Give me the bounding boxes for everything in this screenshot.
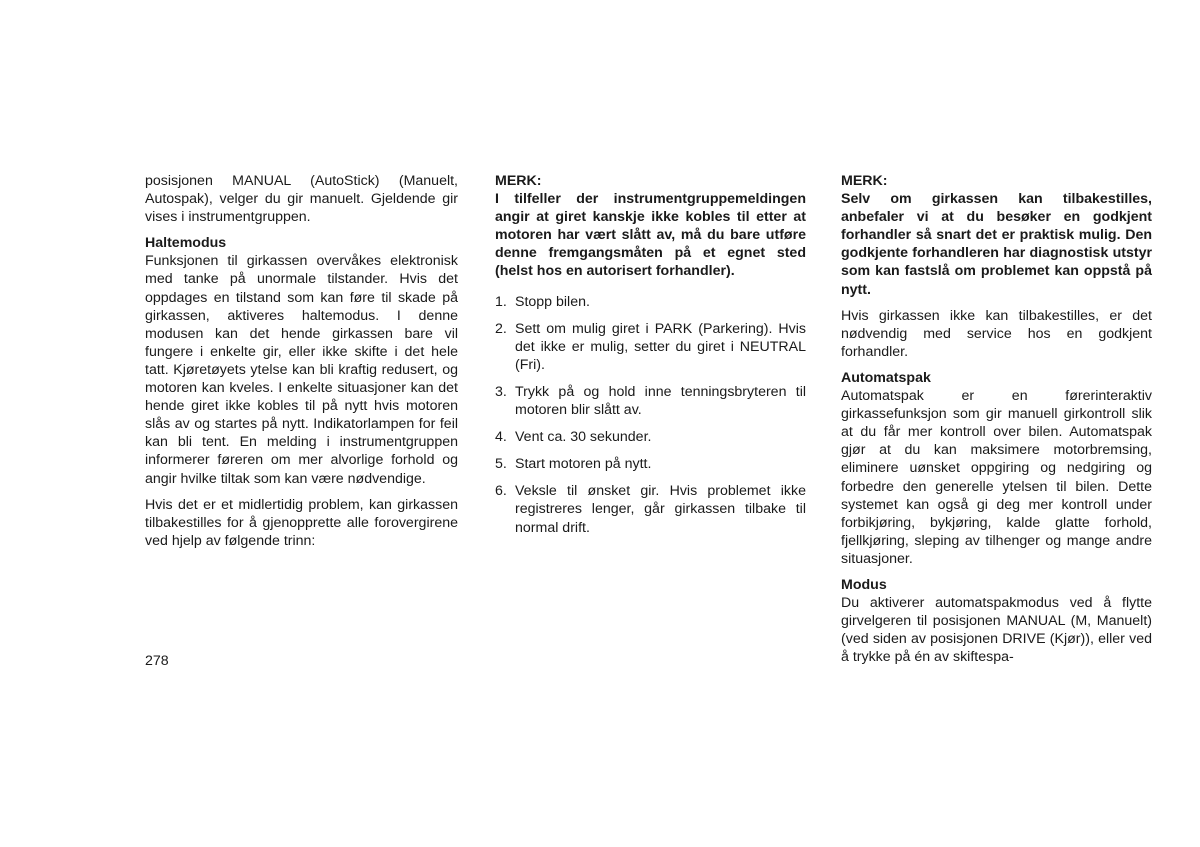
step-number: 4. bbox=[495, 429, 507, 446]
note-body: Selv om girkassen kan tilbakestilles, anbefaler vi at du besøker en godkjent forhandler så snart det er praktisk mulig. Den godkjente forhandleren har diagnostisk utstyr som kan fastslå om problemet kan oppstå på nytt. bbox=[841, 191, 1152, 298]
column-left bbox=[145, 172, 458, 550]
step-text: Trykk på og hold inne tenningsbryteren til motoren blir slått av. bbox=[515, 383, 806, 419]
step-number: 2. bbox=[495, 320, 507, 337]
column-middle bbox=[495, 172, 806, 537]
automatspak-paragraph: Automatspak er en førerinteraktiv girkassefunksjon som gir manuell girkontroll slik at du får mer kontroll over bilen. Automatspak gjør at du kan maksimere motorbremsing, eliminere uønsket oppgiring og nedgiring og forbedre den generelle ytelsen til bilen. Dette systemet kan også gi deg mer kontroll under forbikjøring, bykjøring, kalde glatte forhold, fjellkjøring, sleping av tilhenger og mange andre situasjoner. bbox=[841, 388, 1152, 567]
reset-steps-list bbox=[495, 293, 806, 537]
note-label: MERK: bbox=[841, 173, 888, 189]
automatspak-heading: Automatspak bbox=[841, 369, 931, 386]
list-item bbox=[495, 428, 806, 446]
step-text: Start motoren på nytt. bbox=[515, 456, 652, 473]
intro-paragraph: posisjonen MANUAL (AutoStick) (Manuelt, Autospak), velger du gir manuelt. Gjeldende gir vises i instrumentgruppen. bbox=[145, 173, 458, 226]
step-number: 5. bbox=[495, 456, 507, 473]
step-text: Sett om mulig giret i PARK (Parkering). Hvis det ikke er mulig, setter du giret i NEUTRAL (Fri). bbox=[515, 320, 806, 373]
step-text: Stopp bilen. bbox=[515, 293, 590, 310]
page-number: 278 bbox=[145, 653, 169, 669]
service-paragraph: Hvis girkassen ikke kan tilbakestilles, er det nødvendig med service hos en godkjent forhandler. bbox=[841, 307, 1152, 360]
note-body: I tilfeller der instrumentgruppemeldingen angir at giret kanskje ikke kobles til etter at motoren har vært slått av, må du bare utføre denne fremgangsmåten på et egnet sted (helst hos en autorisert forhandler). bbox=[495, 191, 806, 280]
column-right bbox=[841, 172, 1152, 666]
reset-intro-paragraph: Hvis det er et midlertidig problem, kan girkassen tilbakestilles for å gjenopprette alle forovergirene ved hjelp av følgende trinn: bbox=[145, 496, 458, 549]
step-text: Veksle til ønsket gir. Hvis problemet ikke registreres lenger, går girkassen tilbake til normal drift. bbox=[515, 483, 806, 536]
list-item bbox=[495, 455, 806, 473]
step-number: 6. bbox=[495, 483, 507, 500]
haltemodus-paragraph: Funksjonen til girkassen overvåkes elektronisk med tanke på unormale tilstander. Hvis det oppdages en tilstand som kan føre til skade på girkassen, aktiveres haltemodus. I denne modusen kan det hende girkassen bare vil fungere i enkelte gir, eller ikke skifte i det hele tatt. Kjøretøyets ytelse kan bli kraftig redusert, og motoren kan kveles. I enkelte situasjoner kan det hende giret ikke kobles til på nytt hvis motoren slås av og startes på nytt. Indikatorlampen for feil kan bli tent. En melding i instrumentgruppen informerer føreren om mer alvorlige forhold og angir hvilke tiltak som kan være nødvendige. bbox=[145, 253, 458, 487]
haltemodus-heading: Haltemodus bbox=[145, 235, 227, 252]
list-item bbox=[495, 383, 806, 419]
step-text: Vent ca. 30 sekunder. bbox=[515, 429, 652, 446]
list-item bbox=[495, 320, 806, 374]
modus-paragraph: Du aktiverer automatspakmodus ved å flytte girvelgeren til posisjonen MANUAL (M, Manuelt) (ved siden av posisjonen DRIVE (Kjør)), eller ved å trykke på én av skiftespa- bbox=[841, 595, 1152, 666]
list-item bbox=[495, 293, 806, 311]
list-item bbox=[495, 482, 806, 536]
step-number: 3. bbox=[495, 383, 507, 400]
step-number: 1. bbox=[495, 293, 507, 310]
note-label: MERK: bbox=[495, 173, 542, 189]
modus-heading: Modus bbox=[841, 576, 887, 593]
